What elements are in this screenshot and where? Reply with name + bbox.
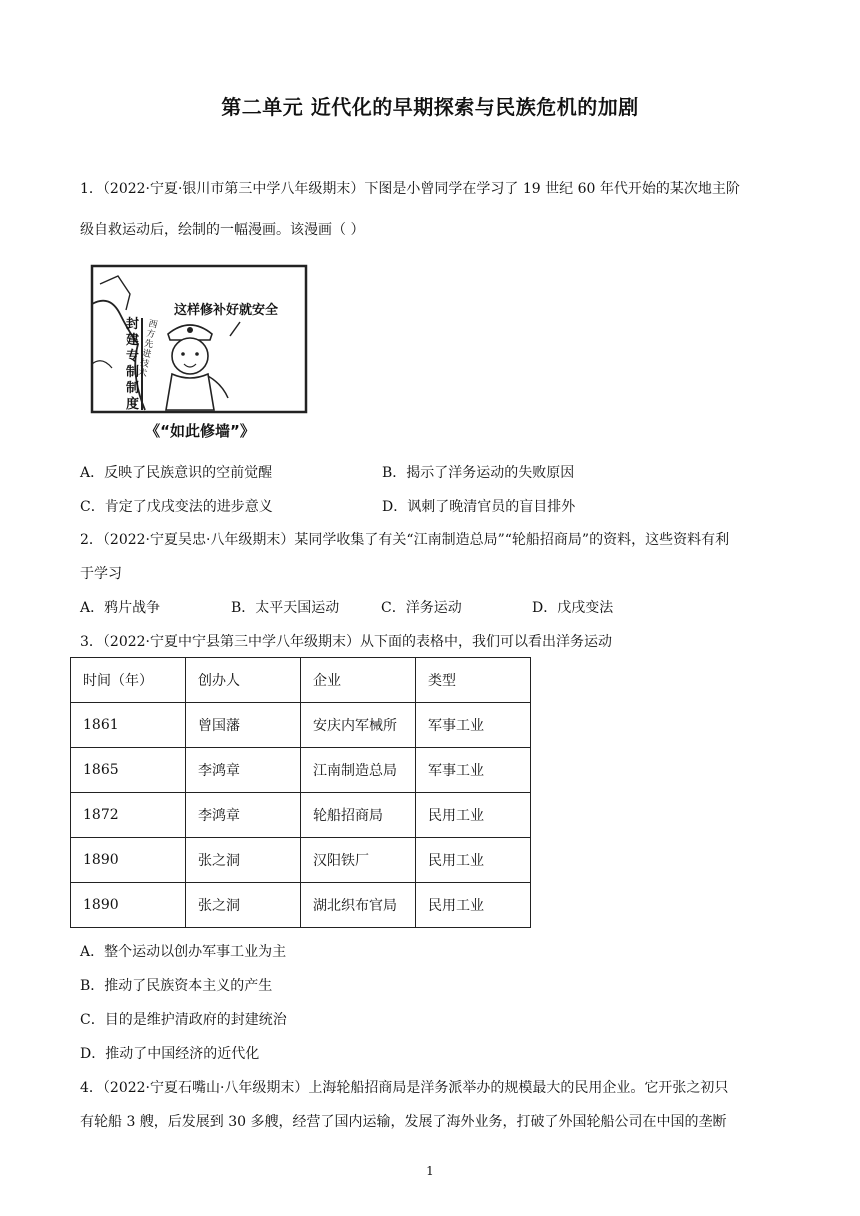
table-header-cell: 创办人 [186,658,301,703]
question-3-option-a[interactable]: A．整个运动以创办军事工业为主 [80,944,287,960]
question-3-option-c[interactable]: C．目的是维护清政府的封建统治 [80,1012,287,1028]
table-row [71,748,531,793]
question-3-option-b[interactable]: B．推动了民族资本主义的产生 [80,978,273,994]
question-1-option-b[interactable]: B．揭示了洋务运动的失败原因 [382,465,575,481]
page-title: 第二单元 近代化的早期探索与民族危机的加剧 [221,95,639,119]
question-2-option-c[interactable]: C．洋务运动 [381,600,462,616]
question-2-option-a[interactable]: A．鸦片战争 [80,600,161,616]
svg-text:专: 专 [126,349,140,364]
svg-text:建: 建 [126,333,140,348]
table-cell: 1861 [71,703,186,748]
question-4-stem-line-1: 4．（2022·宁夏石嘴山·八年级期末）上海轮船招商局是洋务派举办的规模最大的民用企业。它开张之初只 [80,1080,729,1096]
speech-text: 这样修补好就安全 [174,303,279,318]
table-row [71,703,531,748]
table-cell: 汉阳铁厂 [301,838,416,883]
page-number: 1 [426,1164,434,1178]
table-cell: 曾国藩 [186,703,301,748]
svg-text:封: 封 [126,317,140,332]
question-3-option-d[interactable]: D．推动了中国经济的近代化 [80,1046,260,1062]
question-1-option-a[interactable]: A．反映了民族意识的空前觉醒 [80,465,273,481]
svg-text:术: 术 [136,368,148,380]
table-cell: 1890 [71,838,186,883]
table-cell: 军事工业 [416,748,531,793]
question-2-option-d[interactable]: D．戊戌变法 [532,600,614,616]
svg-text:制: 制 [126,381,140,396]
table-cell: 1865 [71,748,186,793]
table-cell: 安庆内军械所 [301,703,416,748]
question-2-stem-line-1: 2．（2022·宁夏吴忠·八年级期末）某同学收集了有关“江南制造总局”“轮船招商局”的资料，这些资料有利 [80,532,730,548]
svg-text:进: 进 [141,348,153,361]
table-header-cell: 类型 [416,658,531,703]
table-cell: 军事工业 [416,703,531,748]
table-header-row [71,658,531,703]
table-cell: 张之洞 [186,838,301,883]
svg-text:度: 度 [126,397,140,412]
table-header-cell: 时间（年） [71,658,186,703]
question-1-stem-line-1: 1．（2022·宁夏·银川市第三中学八年级期末）下图是小曾同学在学习了 19 世纪 60 年代开始的某次地主阶 [80,181,740,197]
question-4-stem-line-2: 有轮船 3 艘，后发展到 30 多艘，经营了国内运输，发展了海外业务，打破了外国轮船公司在中国的垄断 [80,1114,727,1130]
table-cell: 江南制造总局 [301,748,416,793]
table-cell: 1890 [71,883,186,928]
table-cell: 1872 [71,793,186,838]
table-row [71,793,531,838]
table-cell: 李鸿章 [186,748,301,793]
wall-label [125,317,139,412]
question-3-stem: 3．（2022·宁夏中宁县第三中学八年级期末）从下面的表格中，我们可以看出洋务运动 [80,634,612,650]
enterprise-table [70,657,531,928]
table-cell: 张之洞 [186,883,301,928]
table-cell: 民用工业 [416,883,531,928]
table-cell: 轮船招商局 [301,793,416,838]
question-2-stem-line-2: 于学习 [80,566,122,582]
table-row [71,883,531,928]
question-1-option-c[interactable]: C．肯定了戊戌变法的进步意义 [80,499,273,515]
svg-text:技: 技 [139,358,150,370]
svg-text:西: 西 [147,319,159,331]
table-cell: 民用工业 [416,793,531,838]
cartoon-caption: 《“如此修墙”》 [145,422,255,440]
table-row [71,838,531,883]
svg-text:制: 制 [126,365,140,380]
svg-text:方: 方 [145,328,157,341]
table-cell: 民用工业 [416,838,531,883]
question-1-stem-line-2: 级自救运动后，绘制的一幅漫画。该漫画（ ） [80,222,365,238]
question-2-option-b[interactable]: B．太平天国运动 [231,600,340,616]
question-1-option-d[interactable]: D．讽刺了晚清官员的盲目排外 [382,499,576,515]
cartoon-image [90,264,310,440]
table-cell: 李鸿章 [186,793,301,838]
svg-text:先: 先 [143,338,155,351]
table-header-cell: 企业 [301,658,416,703]
table-cell: 湖北织布官局 [301,883,416,928]
